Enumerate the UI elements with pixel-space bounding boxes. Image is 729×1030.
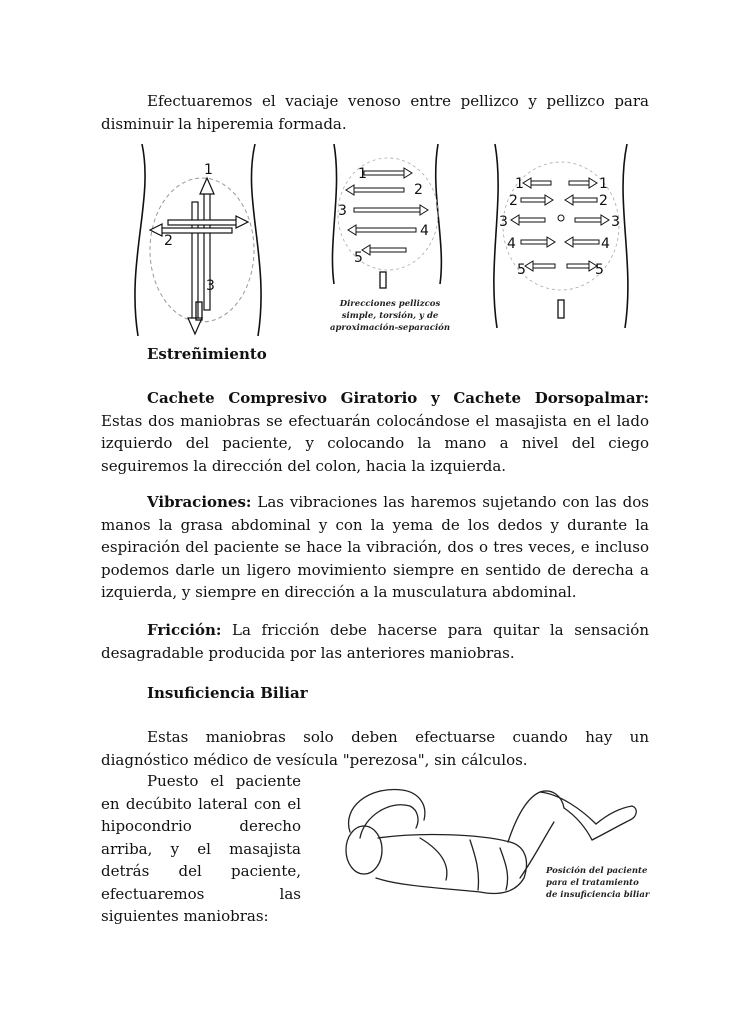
- fig2-caption-line-1: Direcciones pellizcos: [339, 299, 441, 309]
- fig1-label-2: 2: [164, 233, 173, 249]
- cachete-label: Cachete Compresivo Giratorio y Cachete Dorsopalmar:: [147, 389, 649, 407]
- fig1-label-1: 1: [204, 162, 213, 178]
- fig2-caption-line-3: aproximación-separación: [329, 323, 451, 333]
- patient-caption-line-2: para el tratamiento: [546, 878, 639, 888]
- patient-position-illustration: [320, 768, 650, 928]
- fig3-label-4-right: 4: [601, 236, 610, 252]
- fig2-label-2: 2: [414, 182, 423, 198]
- fig2-label-4: 4: [420, 223, 429, 239]
- fig3-label-5-left: 5: [517, 262, 526, 278]
- fig3-label-4-left: 4: [507, 236, 516, 252]
- fig3-label-1-left: 1: [515, 176, 524, 192]
- abdomen-figure-horizontal-arrows: [320, 142, 460, 340]
- estrenimiento-heading: Estreñimiento: [147, 345, 267, 363]
- fig3-label-3-right: 3: [611, 214, 620, 230]
- fig3-label-2-right: 2: [599, 193, 608, 209]
- intro-paragraph: [101, 90, 649, 135]
- vibraciones-label: Vibraciones:: [147, 493, 252, 511]
- estrenimiento-section: [101, 343, 649, 366]
- fig3-label-3-left: 3: [499, 214, 508, 230]
- vibraciones-text: Las vibraciones las haremos sujetando con las dos manos la grasa abdominal y con la yema de los dedos y durante la espiración del paciente se hace la vibración, dos o tres veces, e incluso podemos darle un ligero movimiento siempre en sentido de derecha a izquierda, y siempre en dirección a la musculatura abdominal.: [101, 493, 649, 601]
- patient-caption-line-3: de insuficiencia biliar: [546, 890, 650, 900]
- vibraciones-paragraph: [101, 491, 649, 604]
- friccion-text: La fricción debe hacerse para quitar la sensación desagradable producida por las anteriores maniobras.: [101, 621, 649, 662]
- fig2-label-1: 1: [358, 166, 367, 182]
- fig1-label-3: 3: [206, 278, 215, 294]
- fig2-label-5: 5: [354, 250, 363, 266]
- intro-text: Efectuaremos el vaciaje venoso entre pellizco y pellizco para disminuir la hiperemia formada.: [101, 92, 649, 133]
- fig3-label-2-left: 2: [509, 193, 518, 209]
- posicion-paragraph: [101, 770, 301, 928]
- fig3-label-5-right: 5: [595, 262, 604, 278]
- patient-caption-line-1: Posición del paciente: [546, 866, 648, 876]
- biliar-heading: Insuficiencia Biliar: [147, 684, 308, 702]
- friccion-paragraph: [101, 619, 649, 664]
- friccion-label: Fricción:: [147, 621, 222, 639]
- biliar-paragraph: [101, 726, 649, 771]
- fig2-label-3: 3: [338, 203, 347, 219]
- abdomen-figure-cross-arrows: [120, 140, 275, 340]
- fig3-label-1-right: 1: [599, 176, 608, 192]
- biliar-text: Estas maniobras solo deben efectuarse cuando hay un diagnóstico médico de vesícula "perezosa", sin cálculos.: [101, 728, 649, 769]
- cachete-text: Estas dos maniobras se efectuarán colocándose el masajista en el lado izquierdo del paciente, y colocando la mano a nivel del ciego seguiremos la dirección del colon, hacia la izquierda.: [101, 411, 649, 475]
- cachete-paragraph: [101, 387, 649, 477]
- fig2-caption-line-2: simple, torsión, y de: [341, 311, 439, 321]
- posicion-text: Puesto el paciente en decúbito lateral con el hipocondrio derecho arriba, y el masajista detrás del paciente, efectuaremos las siguientes maniobras:: [101, 772, 301, 925]
- abdomen-figure-paired-arrows: [487, 142, 635, 330]
- biliar-section: [101, 682, 649, 705]
